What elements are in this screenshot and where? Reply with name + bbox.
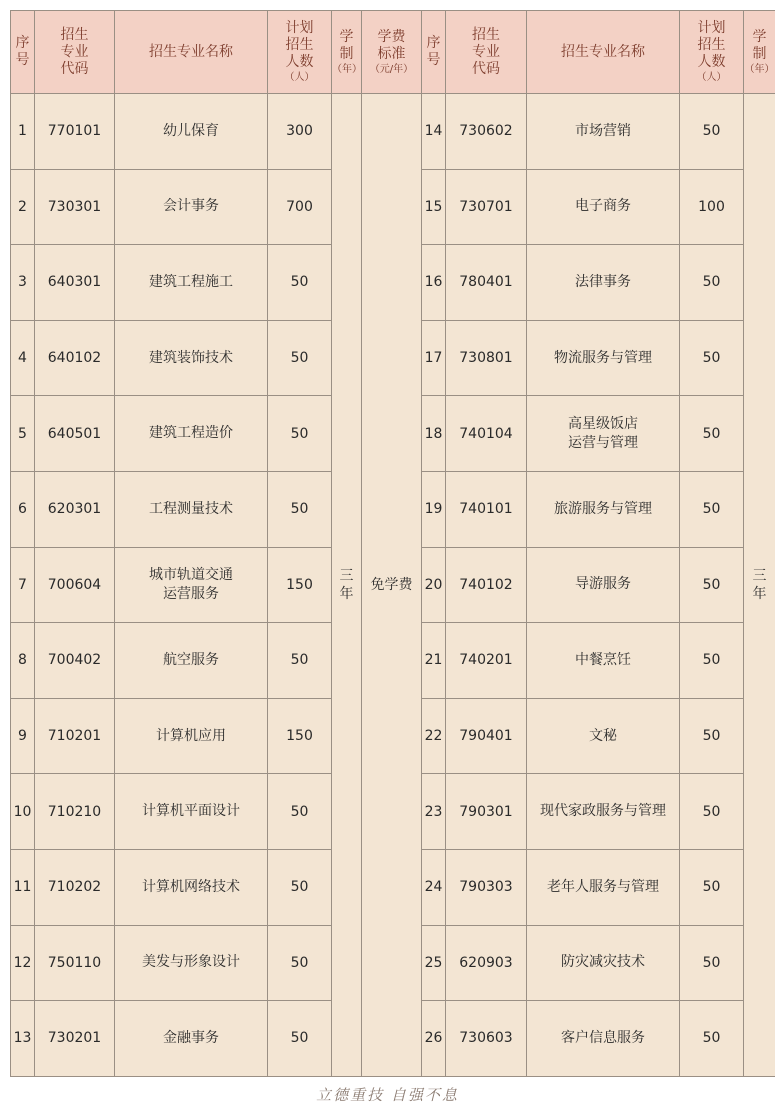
- major-name-cell: 客户信息服务: [527, 1001, 680, 1077]
- major-code-cell: 620903: [446, 925, 527, 1001]
- major-code-cell: 790301: [446, 774, 527, 850]
- seq-cell: 20: [422, 547, 446, 623]
- major-name-cell: 航空服务: [115, 623, 268, 699]
- seq-cell: 11: [11, 849, 35, 925]
- header-planned-right: 计划 招生 人数 （人）: [680, 11, 744, 94]
- header-duration: 学 制 （年）: [332, 11, 362, 94]
- header-tuition: 学费 标准 （元/年）: [362, 11, 422, 94]
- planned-count-cell: 50: [680, 396, 744, 472]
- seq-cell: 13: [11, 1001, 35, 1077]
- major-name-cell: 物流服务与管理: [527, 320, 680, 396]
- major-name-cell: 建筑装饰技术: [115, 320, 268, 396]
- planned-count-cell: 50: [268, 471, 332, 547]
- major-code-cell: 740101: [446, 471, 527, 547]
- school-motto-footer: 立德重技 自强不息: [0, 1084, 775, 1105]
- major-code-cell: 710210: [35, 774, 115, 850]
- major-name-cell: 工程测量技术: [115, 471, 268, 547]
- header-duration-right: 学 制 （年）: [744, 11, 775, 94]
- major-name-cell: [115, 547, 268, 623]
- seq-cell: 17: [422, 320, 446, 396]
- major-name-cell: 金融事务: [115, 1001, 268, 1077]
- planned-count-cell: 50: [268, 396, 332, 472]
- header-row: [11, 11, 775, 94]
- planned-count-cell: 150: [268, 698, 332, 774]
- planned-count-cell: 50: [680, 320, 744, 396]
- planned-count-cell: 50: [680, 698, 744, 774]
- major-name-cell: 会计事务: [115, 169, 268, 245]
- major-name-cell: 幼儿保育: [115, 94, 268, 170]
- major-name-cell: 计算机应用: [115, 698, 268, 774]
- major-code-cell: 700604: [35, 547, 115, 623]
- seq-cell: 26: [422, 1001, 446, 1077]
- header-name: 招生专业名称: [115, 11, 268, 94]
- major-code-cell: 780401: [446, 245, 527, 321]
- seq-cell: 25: [422, 925, 446, 1001]
- seq-cell: 7: [11, 547, 35, 623]
- duration-cell: 三 年: [332, 94, 362, 1077]
- table-row: [11, 94, 775, 170]
- major-code-cell: 730301: [35, 169, 115, 245]
- major-name-cell: 计算机网络技术: [115, 849, 268, 925]
- major-code-cell: 730602: [446, 94, 527, 170]
- planned-count-cell: 50: [268, 774, 332, 850]
- major-name-cell: 老年人服务与管理: [527, 849, 680, 925]
- major-name-cell: 市场营销: [527, 94, 680, 170]
- major-code-cell: 750110: [35, 925, 115, 1001]
- major-name-line: 运营服务: [115, 585, 267, 604]
- major-name-cell: [527, 396, 680, 472]
- planned-count-cell: 50: [268, 925, 332, 1001]
- seq-cell: 24: [422, 849, 446, 925]
- header-code-right: 招生 专业 代码: [446, 11, 527, 94]
- major-name-cell: 现代家政服务与管理: [527, 774, 680, 850]
- major-name-cell: 美发与形象设计: [115, 925, 268, 1001]
- planned-count-cell: 50: [680, 1001, 744, 1077]
- planned-count-cell: 50: [680, 623, 744, 699]
- planned-count-cell: 50: [268, 849, 332, 925]
- seq-cell: 19: [422, 471, 446, 547]
- header-seq-right: 序 号: [422, 11, 446, 94]
- seq-cell: 16: [422, 245, 446, 321]
- major-code-cell: 730801: [446, 320, 527, 396]
- major-code-cell: 640301: [35, 245, 115, 321]
- duration-cell-right: 三 年: [744, 94, 775, 1077]
- major-code-cell: 790401: [446, 698, 527, 774]
- seq-cell: 10: [11, 774, 35, 850]
- header-name-right: 招生专业名称: [527, 11, 680, 94]
- major-code-cell: 700402: [35, 623, 115, 699]
- header-planned: 计划 招生 人数 （人）: [268, 11, 332, 94]
- major-name-cell: 中餐烹饪: [527, 623, 680, 699]
- planned-count-cell: 50: [268, 320, 332, 396]
- planned-count-cell: 50: [680, 849, 744, 925]
- planned-count-cell: 50: [680, 471, 744, 547]
- major-name-cell: 导游服务: [527, 547, 680, 623]
- major-name-cell: 建筑工程造价: [115, 396, 268, 472]
- major-code-cell: 710201: [35, 698, 115, 774]
- enrollment-plan-table: [10, 10, 775, 1077]
- seq-cell: 3: [11, 245, 35, 321]
- planned-count-cell: 50: [680, 94, 744, 170]
- header-seq: 序 号: [11, 11, 35, 94]
- major-name-line: 城市轨道交通: [115, 566, 267, 585]
- major-name-cell: 防灾减灾技术: [527, 925, 680, 1001]
- seq-cell: 9: [11, 698, 35, 774]
- major-code-cell: 740104: [446, 396, 527, 472]
- major-name-cell: 文秘: [527, 698, 680, 774]
- planned-count-cell: 150: [268, 547, 332, 623]
- major-name-cell: 计算机平面设计: [115, 774, 268, 850]
- planned-count-cell: 50: [268, 623, 332, 699]
- major-code-cell: 730603: [446, 1001, 527, 1077]
- major-code-cell: 740201: [446, 623, 527, 699]
- major-code-cell: 730701: [446, 169, 527, 245]
- seq-cell: 18: [422, 396, 446, 472]
- major-code-cell: 640102: [35, 320, 115, 396]
- seq-cell: 6: [11, 471, 35, 547]
- seq-cell: 5: [11, 396, 35, 472]
- header-code: 招生 专业 代码: [35, 11, 115, 94]
- seq-cell: 1: [11, 94, 35, 170]
- planned-count-cell: 50: [680, 774, 744, 850]
- major-code-cell: 770101: [35, 94, 115, 170]
- seq-cell: 15: [422, 169, 446, 245]
- major-name-cell: 法律事务: [527, 245, 680, 321]
- major-name-line: 运营与管理: [527, 434, 679, 453]
- major-name-cell: 旅游服务与管理: [527, 471, 680, 547]
- seq-cell: 8: [11, 623, 35, 699]
- seq-cell: 2: [11, 169, 35, 245]
- tuition-cell: 免学费: [362, 94, 422, 1077]
- major-code-cell: 790303: [446, 849, 527, 925]
- seq-cell: 22: [422, 698, 446, 774]
- major-code-cell: 730201: [35, 1001, 115, 1077]
- major-code-cell: 620301: [35, 471, 115, 547]
- major-code-cell: 640501: [35, 396, 115, 472]
- major-name-cell: 建筑工程施工: [115, 245, 268, 321]
- major-name-cell: 电子商务: [527, 169, 680, 245]
- seq-cell: 23: [422, 774, 446, 850]
- major-code-cell: 740102: [446, 547, 527, 623]
- seq-cell: 12: [11, 925, 35, 1001]
- planned-count-cell: 300: [268, 94, 332, 170]
- seq-cell: 21: [422, 623, 446, 699]
- planned-count-cell: 50: [680, 925, 744, 1001]
- planned-count-cell: 50: [680, 245, 744, 321]
- planned-count-cell: 50: [680, 547, 744, 623]
- planned-count-cell: 700: [268, 169, 332, 245]
- planned-count-cell: 50: [268, 1001, 332, 1077]
- major-name-line: 高星级饭店: [527, 415, 679, 434]
- major-code-cell: 710202: [35, 849, 115, 925]
- seq-cell: 4: [11, 320, 35, 396]
- planned-count-cell: 50: [268, 245, 332, 321]
- seq-cell: 14: [422, 94, 446, 170]
- planned-count-cell: 100: [680, 169, 744, 245]
